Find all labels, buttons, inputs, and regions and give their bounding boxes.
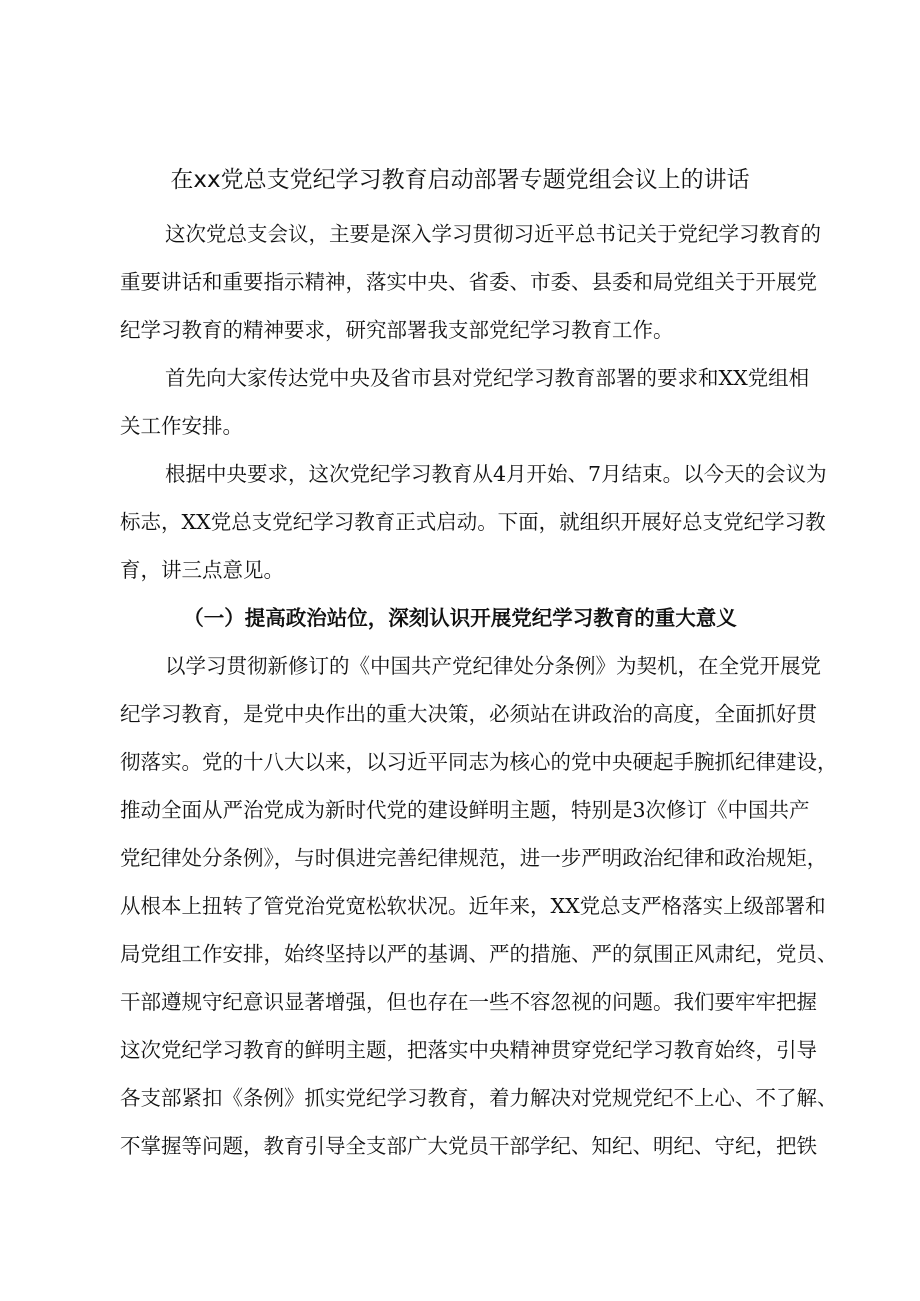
paragraph-transmit	[120, 354, 810, 450]
paragraph-line: 党纪律处分条例》，与时俱进完善纪律规范，进一步严明政治纪律和政治规矩，	[120, 846, 828, 870]
paragraph-line: 干部遵规守纪意识显著增强，但也存在一些不容忽视的问题。我们要牢牢把握	[120, 990, 817, 1014]
paragraph-line: 这次党纪学习教育的鲜明主题，把落实中央精神贯穿党纪学习教育始终，引导	[120, 1038, 817, 1062]
paragraph-line: 从根本上扭转了管党治党宽松软状况。近年来，XX党总支严格落实上级部署和	[120, 894, 826, 918]
paragraph-line: 纪学习教育，是党中央作出的重大决策，必须站在讲政治的高度，全面抓好贯	[120, 702, 817, 726]
paragraph-line: 首先向大家传达党中央及省市县对党纪学习教育部署的要求和XX党组相	[165, 366, 810, 390]
section-heading: （一）提高政治站位，深刻认识开展党纪学习教育的重大意义	[183, 606, 737, 630]
paragraph-line: 纪学习教育的精神要求，研究部署我支部党纪学习教育工作。	[120, 318, 674, 342]
paragraph-line: 彻落实。党的十八大以来，以习近平同志为核心的党中央硬起手腕抓纪律建设，	[120, 750, 838, 774]
paragraph-line: 局党组工作安排，始终坚持以严的基调、严的措施、严的氛围正风肃纪，党员、	[120, 942, 838, 966]
paragraph-line: 关工作安排。	[120, 414, 243, 438]
document-body	[120, 210, 838, 1170]
paragraph-line: 重要讲话和重要指示精神，落实中央、省委、市委、县委和局党组关于开展党	[120, 270, 817, 294]
paragraph-schedule	[120, 450, 827, 594]
paragraph-line: 育，讲三点意见。	[120, 558, 284, 582]
paragraph-significance	[120, 642, 838, 1170]
paragraph-line: 根据中央要求，这次党纪学习教育从4月开始、7月结束。以今天的会议为	[165, 462, 827, 486]
paragraph-line: 不掌握等问题，教育引导全支部广大党员干部学纪、知纪、明纪、守纪，把铁	[120, 1134, 817, 1158]
paragraph-line: 标志，XX党总支党纪学习教育正式启动。下面，就组织开展好总支党纪学习教	[120, 510, 826, 534]
paragraph-line: 各支部紧扣《条例》抓实党纪学习教育，着力解决对党规党纪不上心、不了解、	[120, 1086, 838, 1110]
document-title: 在xx党总支党纪学习教育启动部署专题党组会议上的讲话	[170, 167, 750, 193]
paragraph-line: 推动全面从严治党成为新时代党的建设鲜明主题，特别是3次修订《中国共产	[120, 798, 810, 822]
paragraph-intro	[120, 210, 821, 354]
paragraph-line: 这次党总支会议，主要是深入学习贯彻习近平总书记关于党纪学习教育的	[165, 222, 821, 246]
paragraph-line: 以学习贯彻新修订的《中国共产党纪律处分条例》为契机，在全党开展党	[165, 654, 821, 678]
